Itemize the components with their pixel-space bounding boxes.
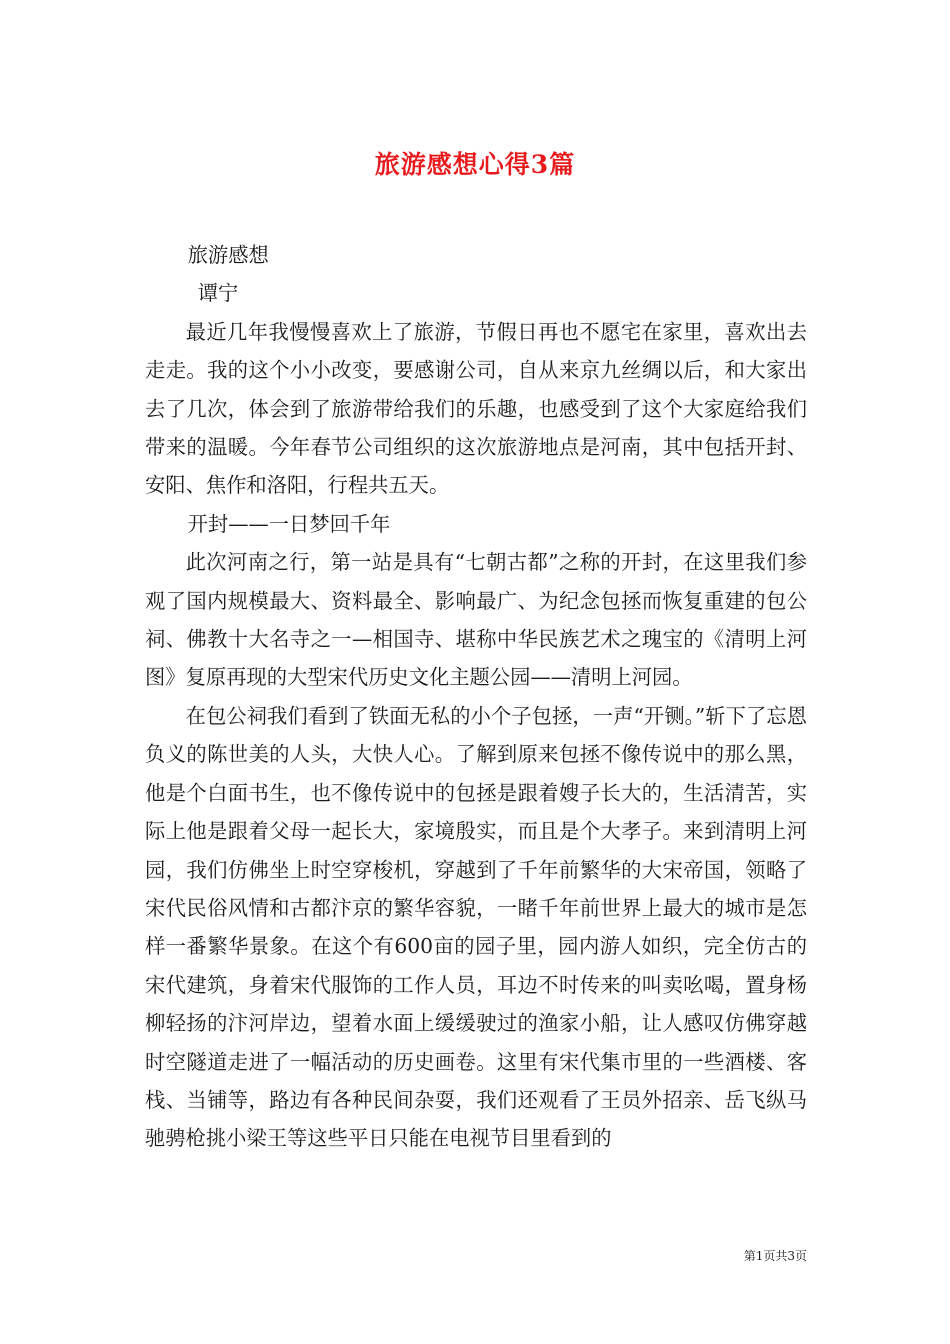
body-paragraph: 最近几年我慢慢喜欢上了旅游，节假日再也不愿宅在家里，喜欢出去走走。我的这个小小改变，要感谢公司，自从来京九丝绸以后，和大家出去了几次，体会到了旅游带给我们的乐趣，也感受到了这个大家庭给我们带来的温暖。今年春节公司组织的这次旅游地点是河南，其中包括开封、安阳、焦作和洛阳，行程共五天。 [145, 319, 807, 498]
page-title: 旅游感想心得3篇 [374, 149, 576, 179]
document-body [145, 236, 807, 1158]
body-paragraph: 在包公祠我们看到了铁面无私的小个子包拯，一声“开铡。”斩下了忘恩负义的陈世美的人头，大快人心。了解到原来包拯不像传说中的那么黑，他是个白面书生，也不像传说中的包拯是跟着嫂子长大的，生活清苦，实际上他是跟着父母一起长大，家境殷实，而且是个大孝子。来到清明上河园，我们仿佛坐上时空穿梭机，穿越到了千年前繁华的大宋帝国，领略了宋代民俗风情和古都汴京的繁华容貌，一睹千年前世界上最大的城市是怎样一番繁华景象。在这个有600亩的园子里，园内游人如织，完全仿古的宋代建筑，身着宋代服饰的工作人员，耳边不时传来的叫卖吆喝，置身杨柳轻扬的汴河岸边，望着水面上缓缓驶过的渔家小船，让人感叹仿佛穿越时空隧道走进了一幅活动的历史画卷。这里有宋代集市里的一些酒楼、客栈、当铺等，路边有各种民间杂耍，我们还观看了王员外招亲、岳飞纵马驰骋枪挑小梁王等这些平日只能在电视节目里看到的 [145, 703, 807, 1151]
body-paragraph: 此次河南之行，第一站是具有“七朝古都”之称的开封，在这里我们参观了国内规模最大、资料最全、影响最广、为纪念包拯而恢复重建的包公祠、佛教十大名寺之一—相国寺、堪称中华民族艺术之瑰宝的《清明上河图》复原再现的大型宋代历史文化主题公园——清明上河园。 [145, 550, 807, 690]
section-heading: 开封——一日梦回千年 [187, 511, 391, 536]
page-number-footer: 第1页共3页 [743, 1249, 807, 1263]
section-heading: 旅游感想 [187, 243, 269, 267]
author-name: 谭宁 [197, 281, 239, 306]
